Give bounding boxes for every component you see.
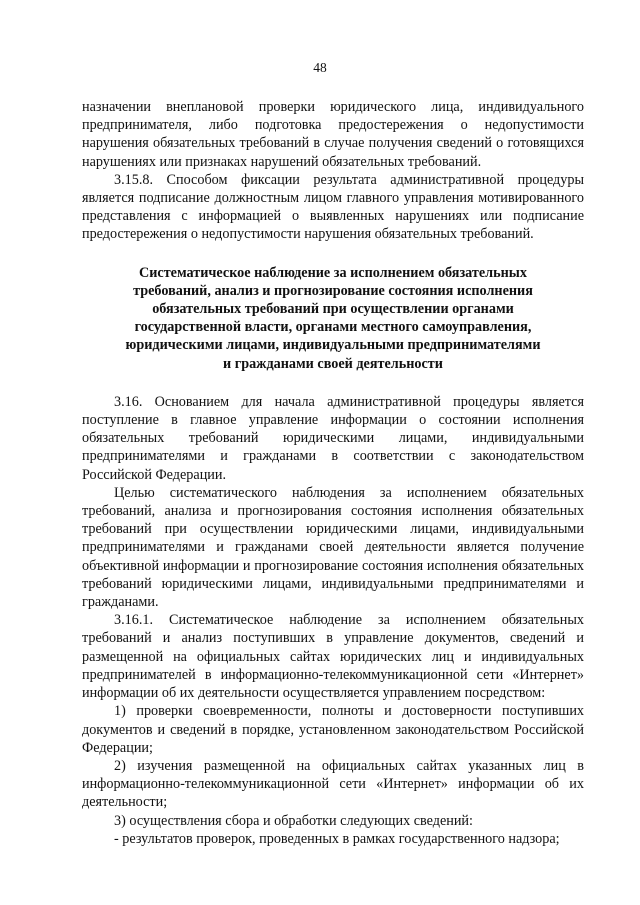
paragraph-3-15-8: 3.15.8. Способом фиксации результата административной процедуры является подписание должностным лицом главного управления мотивированного представления с информацией о выявленных нарушениях или подписание предостережения о недопустимости нарушения обязательных требований. [82,171,584,243]
heading-line: обязательных требований при осуществлении органами [152,301,514,318]
list-item-3: 3) осуществления сбора и обработки следующих сведений: [114,812,473,829]
heading-line: Систематическое наблюдение за исполнением обязательных [139,264,527,281]
paragraph-3-16-1: 3.16.1. Систематическое наблюдение за исполнением обязательных требований и анализ поступивших в управление документов, сведений и размещенной на официальных сайтах юридических лиц и индивидуальных предпринимателей в информационно-телекоммуникационной сети «Интернет» информации об их деятельности осуществляется управлением посредством: [82,612,584,702]
paragraph-purpose: Целью систематического наблюдения за исполнением обязательных требований, анализа и прогнозирования состояния исполнения обязательных требований при осуществлении юридическими лицами, индивидуальными предпринимателями и гражданами своей деятельности является получение объективной информации и прогнозирование состояния исполнения обязательных требований юридическими лицами, индивидуальными предпринимателями и гражданами. [82,484,584,611]
heading-line: требований, анализ и прогнозирование состояния исполнения [133,282,533,299]
list-item-1: 1) проверки своевременности, полноты и достоверности поступивших документов и сведений в порядке, установленном законодательством Российской Федерации; [82,703,584,756]
section-heading [82,264,584,373]
list-item-2: 2) изучения размещенной на официальных сайтах указанных лиц в информационно-телекоммуникационной сети «Интернет» информации об их деятельности; [82,757,584,811]
heading-line: государственной власти, органами местного самоуправления, [134,319,532,336]
page-number: 48 [313,60,327,75]
paragraph-3-16: 3.16. Основанием для начала административной процедуры является поступление в главное управление информации о состоянии исполнения обязательных требований юридическими лицами, индивидуальными предпринимателями и гражданами в соответствии с законодательством Российской Федерации. [82,393,584,483]
heading-line: и гражданами своей деятельности [223,355,443,372]
paragraph-continuation: назначении внеплановой проверки юридического лица, индивидуального предпринимателя, либо подготовка предостережения о недопустимости нарушения обязательных требований в случае получения сведений о готовящихся нарушениях или признаках нарушений обязательных требований. [82,99,584,170]
heading-line: юридическими лицами, индивидуальными предпринимателями [125,337,541,354]
document-body [82,98,584,848]
list-subitem: - результатов проверок, проведенных в рамках государственного надзора; [114,830,560,847]
